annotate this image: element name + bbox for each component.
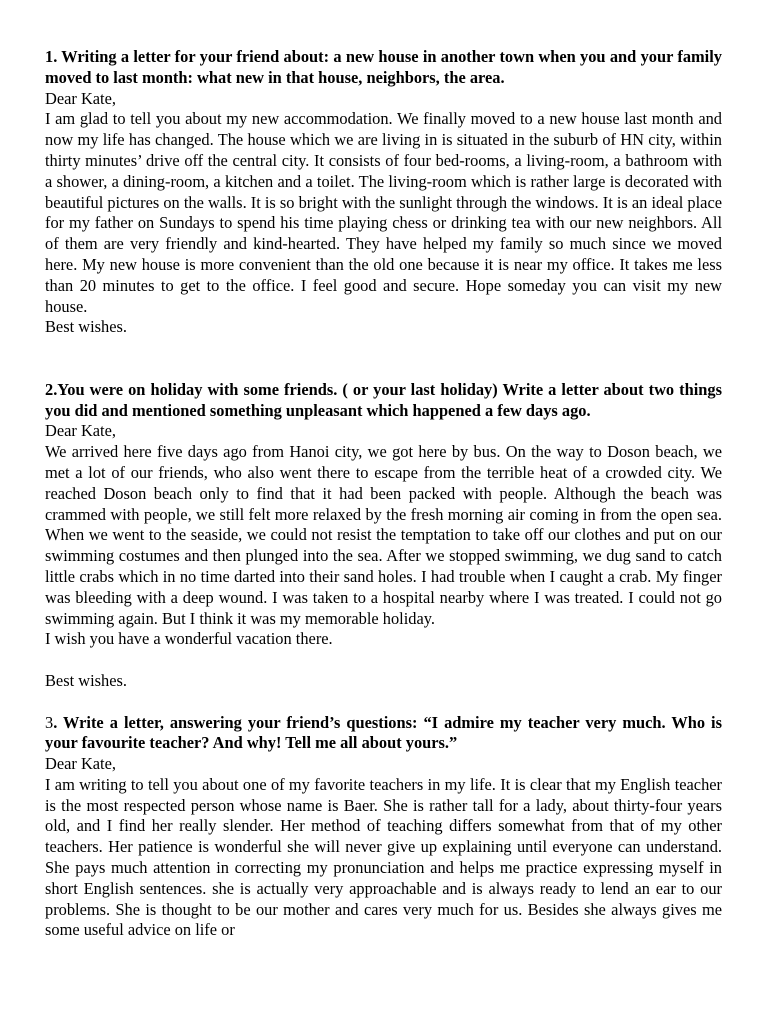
section-1-heading: 1. Writing a letter for your friend about: a new house in another town when you and your family moved to last month: what new in that house, neighbors, the area. [45,47,722,87]
letter-section-2 [45,380,722,692]
section-spacer [45,692,722,713]
letter-section-3 [45,713,722,942]
section-2-closing: Best wishes. [45,670,127,690]
section-2-wish: I wish you have a wonderful vacation there. [45,629,333,649]
section-1-body: I am glad to tell you about my new accommodation. We finally moved to a new house last month and now my life has changed. The house which we are living in is situated in the suburb of HN city, within thirty minutes’ drive off the central city. It consists of four bed-rooms, a living-room, a bathroom with a shower, a dining-room, a kitchen and a toilet. The living-room which is rather large is decorated with beautiful pictures on the walls. It is so bright with the sunlight through the windows. It is an ideal place for my father on Sundays to spend his time playing chess or drinking tea with our new neighbors. All of them are very friendly and kind-hearted. They have helped my family so much since we moved here. My new house is more convenient than the old one because it is near my office. It takes me less than 20 minutes to get to the office. I feel good and secure. Hope someday you can visit my new house. [45,109,722,316]
paragraph-spacer [45,650,722,671]
section-3-heading-text: . Write a letter, answering your friend’s questions: “I admire my teacher very much. Who is your favourite teacher? And why! Tell me all about yours.” [45,712,722,753]
section-2-greeting: Dear Kate, [45,421,116,441]
section-3-greeting: Dear Kate, [45,754,116,774]
section-3-heading [45,713,722,755]
document-page [45,47,722,941]
section-spacer [45,338,722,380]
section-3-body: I am writing to tell you about one of my favorite teachers in my life. It is clear that my English teacher is the most respected person whose name is Baer. She is rather tall for a lady, about thirty-four years old, and I find her really slender. Her method of teaching differs somewhat from that of my other teachers. Her patience is wonderful she will never give up explaining until everyone can understand. She pays much attention in correcting my pronunciation and helps me practice expressing myself in short English sentences. she is actually very approachable and is always ready to lend an ear to our problems. She is thought to be our mother and cares very much for us. Besides she always gives me some useful advice on life or [45,774,722,940]
section-1-greeting: Dear Kate, [45,88,116,108]
section-2-body: We arrived here five days ago from Hanoi city, we got here by bus. On the way to Doson beach, we met a lot of our friends, who also went there to escape from the terrible heat of a crowded city. We reached Doson beach only to find that it had been packed with people. Although the beach was crammed with people, we still felt more relaxed by the fresh morning air coming in from the open sea. When we went to the seaside, we could not resist the temptation to take off our clothes and put on our swimming costumes and then plunged into the sea. After we stopped swimming, we dug sand to catch little crabs which in no time darted into their sand holes. I had trouble when I caught a crab. My finger was bleeding with a deep wound. I was taken to a hospital nearby where I was treated. I could not go swimming again. But I think it was my memorable holiday. [45,442,722,628]
section-3-number: 3 [45,712,54,732]
section-2-heading: 2.You were on holiday with some friends. ( or your last holiday) Write a letter about two things you did and mentioned something unpleasant which happened a few days ago. [45,379,722,420]
section-1-closing: Best wishes. [45,317,127,337]
letter-section-1 [45,47,722,338]
